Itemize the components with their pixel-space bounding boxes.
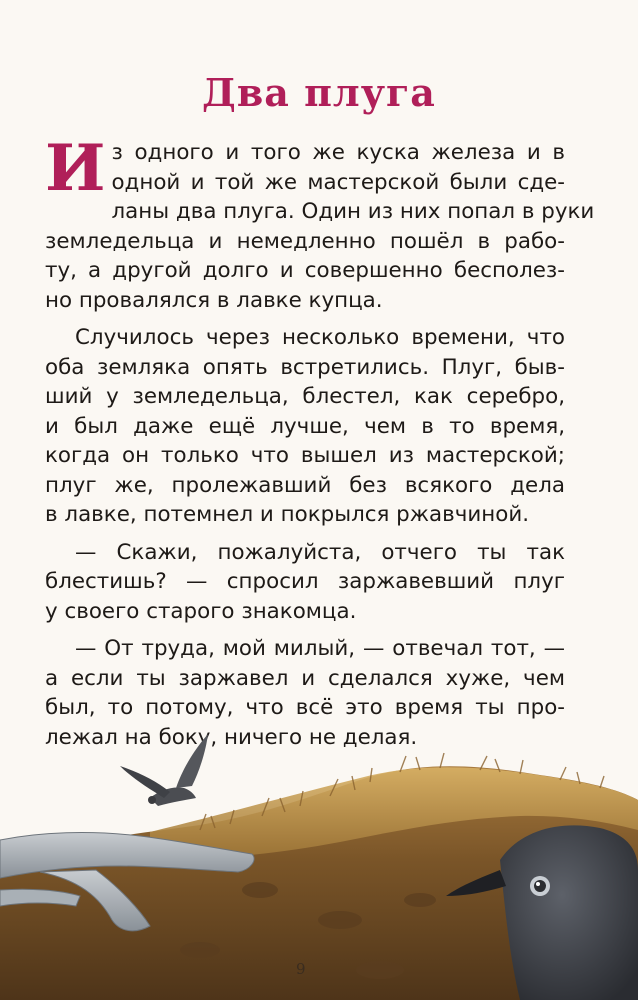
text-line: лежал на боку, ничего не делая.: [45, 724, 418, 750]
text-line: был, то потому, что всё это время ты про-: [45, 695, 565, 720]
text-line: ланы два плуга. Один из них попал в руки: [111, 199, 595, 224]
text-line: у своего старого знакомца.: [45, 598, 357, 624]
text-line: земледельца и немедленно пошёл в рабо-: [45, 228, 565, 254]
text-line: з одного и того же куска железа и в: [111, 140, 565, 165]
text-line: одной и той же мастерской были сде-: [111, 169, 565, 195]
paragraph-2: [45, 323, 565, 530]
text-line: а если ты заржавел и сделался хуже, чем: [45, 665, 565, 691]
text-line: и был даже ещё лучше, чем в то время,: [45, 413, 565, 439]
text-line: ту, а другой долго и совершенно бесполез-: [45, 258, 565, 283]
text-line: когда он только что вышел из мастерской;: [45, 443, 565, 468]
flying-bird-icon: [120, 734, 208, 806]
text-line: ший у земледельца, блестел, как серебро,: [45, 384, 565, 409]
paragraph-3: [45, 538, 565, 627]
text-line: в лавке, потемнел и покрылся ржавчиной.: [45, 502, 530, 527]
page-number: 9: [296, 960, 306, 978]
illustration: [0, 720, 638, 1000]
paragraph-1: [45, 131, 595, 315]
text-line: — От труда, мой милый, — отвечал тот, —: [75, 636, 565, 661]
text-line: блестишь? — спросил заржавевший плуг: [45, 569, 565, 594]
text-line: оба земляка опять встретились. Плуг, быв-: [45, 354, 565, 380]
text-line: Случилось через несколько времени, что: [75, 325, 565, 350]
text-line: плуг же, пролежавший без всякого дела: [45, 472, 565, 498]
text-line: — Скажи, пожалуйста, отчего ты так: [75, 539, 565, 565]
page-title: Два плуга: [202, 70, 436, 115]
story-text: [45, 131, 595, 752]
drop-cap: И: [45, 131, 106, 206]
text-line: но провалялся в лавке купца.: [45, 287, 383, 313]
